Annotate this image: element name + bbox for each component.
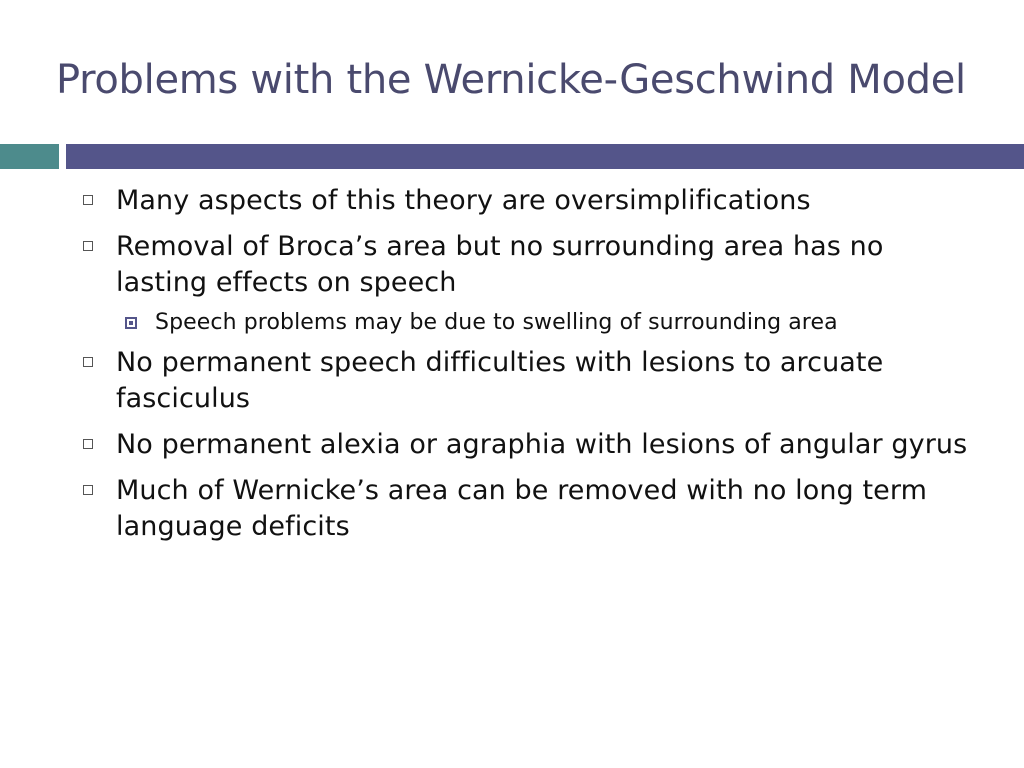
bullet-item <box>83 473 983 545</box>
sub-bullet-list <box>116 307 983 339</box>
bullet-item <box>83 427 983 463</box>
bullet-text: No permanent alexia or agraphia with lesions of angular gyrus <box>116 429 968 460</box>
slide-title: Problems with the Wernicke-Geschwind Model <box>56 57 966 103</box>
title-accent-bar-teal <box>0 144 59 169</box>
square-bullet-icon <box>83 357 93 367</box>
bullet-list <box>83 183 983 555</box>
square-bullet-icon <box>83 195 93 205</box>
square-bullet-icon <box>83 241 93 251</box>
square-bullet-icon <box>83 439 93 449</box>
bullet-text: Much of Wernicke’s area can be removed with no long term language deficits <box>116 475 927 542</box>
filled-square-bullet-icon <box>125 317 137 329</box>
sub-bullet-text: Speech problems may be due to swelling of surrounding area <box>155 310 838 335</box>
bullet-text: Many aspects of this theory are oversimplifications <box>116 185 811 216</box>
bullet-text: Removal of Broca’s area but no surrounding area has no lasting effects on speech <box>116 231 884 298</box>
title-accent-bar-purple <box>66 144 1024 169</box>
square-bullet-icon <box>83 485 93 495</box>
bullet-item <box>83 183 983 219</box>
bullet-item <box>83 345 983 417</box>
sub-bullet-item <box>119 307 983 339</box>
bullet-text: No permanent speech difficulties with lesions to arcuate fasciculus <box>116 347 884 414</box>
bullet-item <box>83 229 983 339</box>
